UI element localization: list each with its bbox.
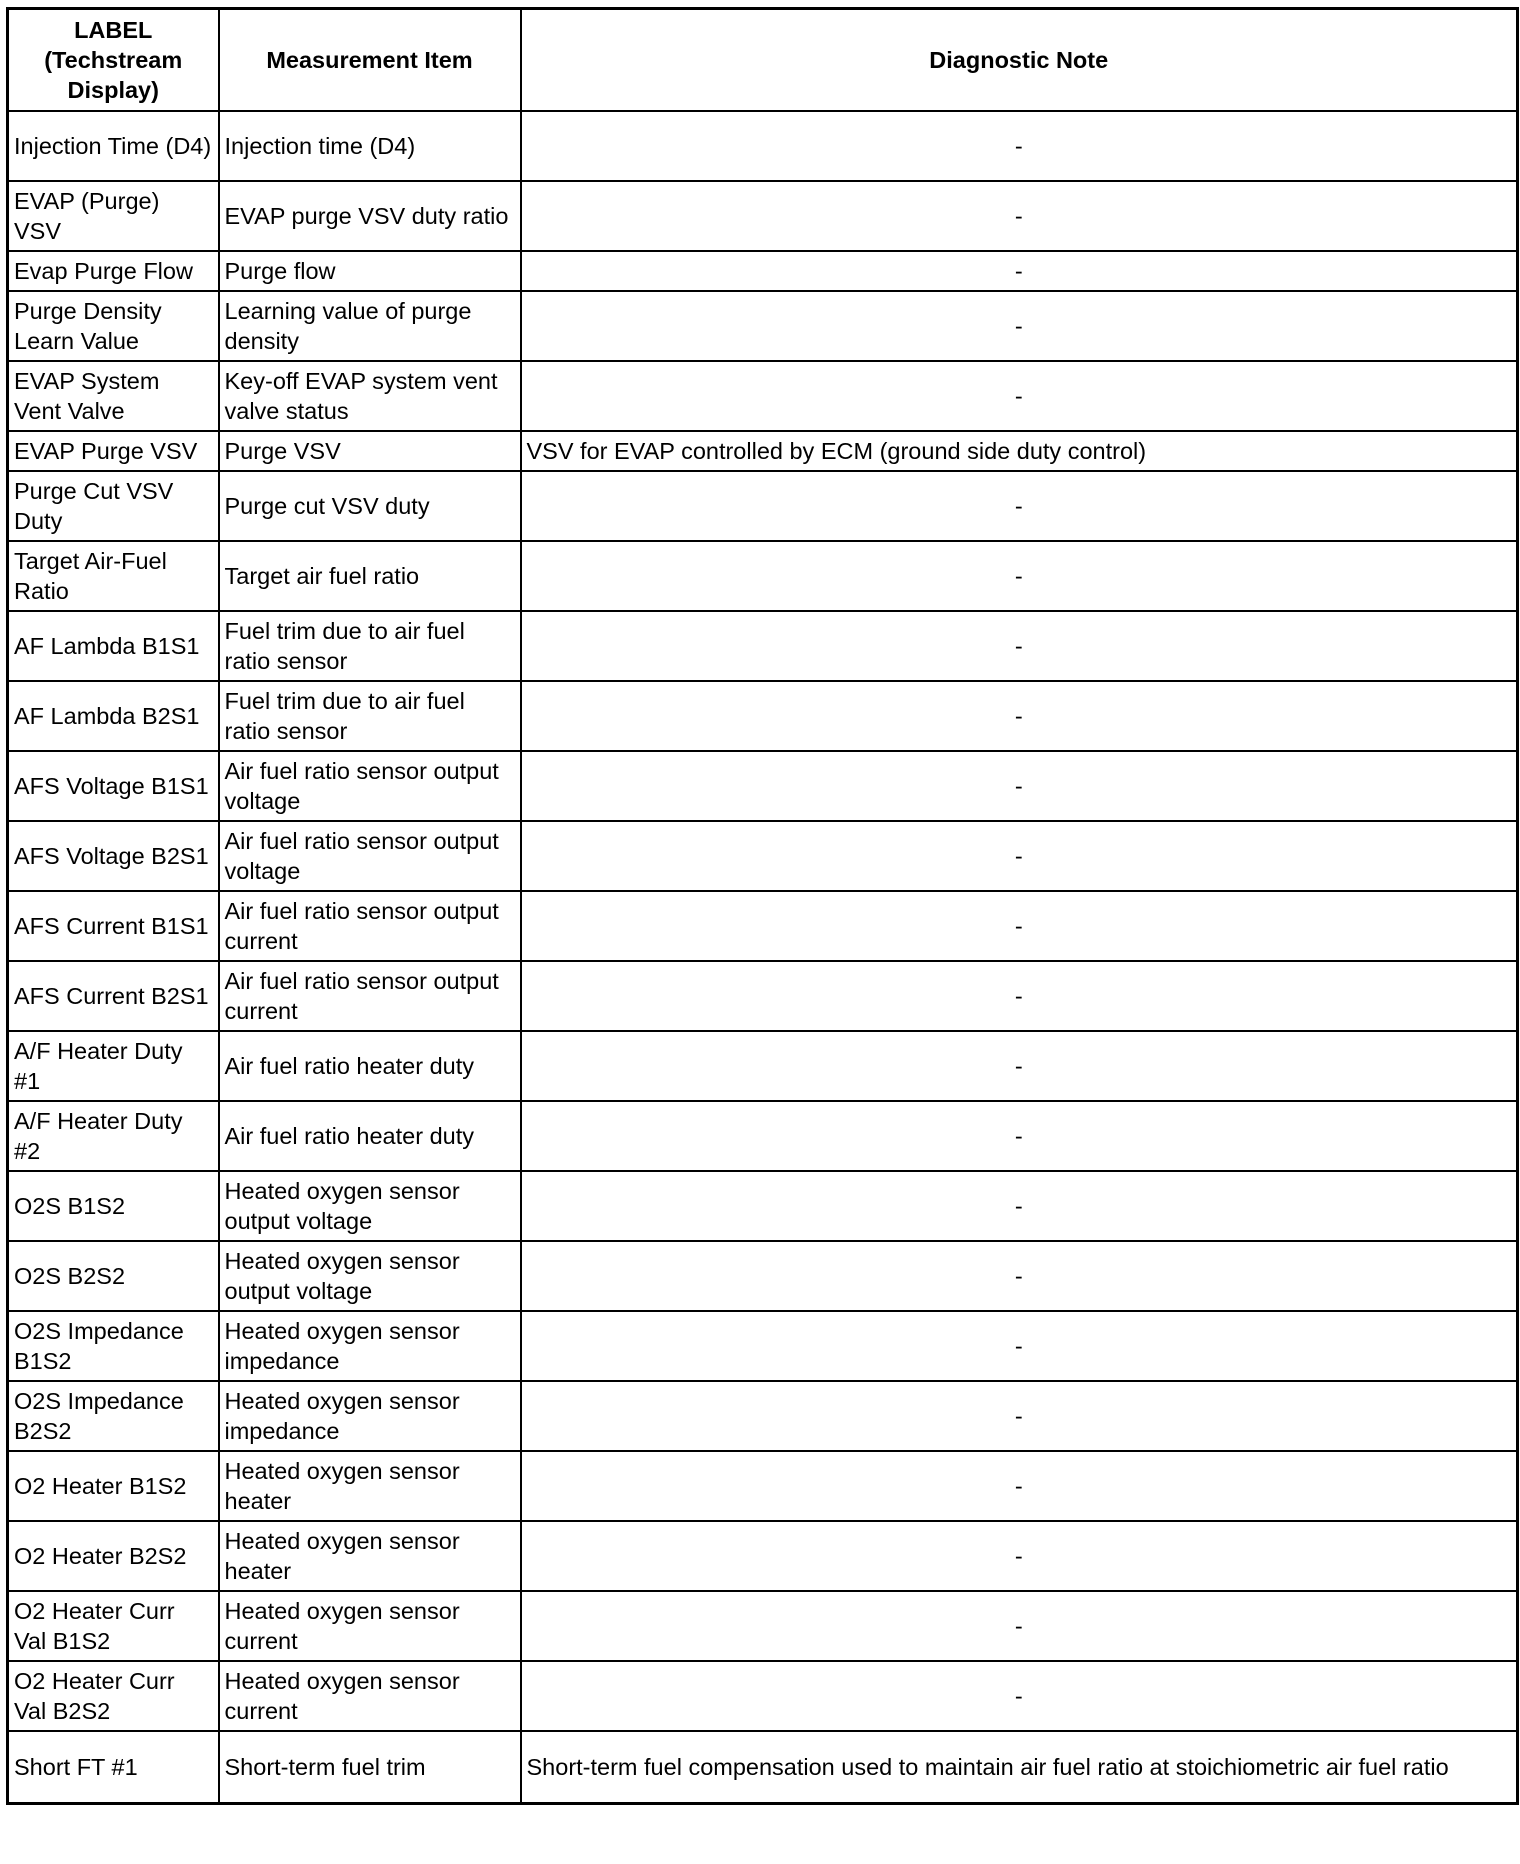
cell-label: AFS Voltage B2S1: [8, 821, 219, 891]
cell-item: Air fuel ratio sensor output voltage: [219, 751, 521, 821]
cell-note: Short-term fuel compensation used to maintain air fuel ratio at stoichiometric air fuel ratio: [521, 1731, 1518, 1804]
header-measurement-item: Measurement Item: [219, 9, 521, 112]
cell-item: Purge flow: [219, 251, 521, 291]
cell-note: -: [521, 1101, 1518, 1171]
table-row: [8, 1661, 1518, 1731]
cell-note: -: [521, 111, 1518, 181]
table-row: [8, 431, 1518, 471]
table-row: [8, 1381, 1518, 1451]
cell-item: Fuel trim due to air fuel ratio sensor: [219, 611, 521, 681]
cell-item: EVAP purge VSV duty ratio: [219, 181, 521, 251]
cell-note: -: [521, 1451, 1518, 1521]
table-row: [8, 751, 1518, 821]
cell-note: -: [521, 1661, 1518, 1731]
cell-item: Heated oxygen sensor output voltage: [219, 1171, 521, 1241]
table-container: [6, 7, 1519, 1805]
table-row: [8, 1731, 1518, 1804]
table-row: [8, 611, 1518, 681]
table-header-row: [8, 9, 1518, 112]
cell-label: A/F Heater Duty #2: [8, 1101, 219, 1171]
header-label: LABEL (Techstream Display): [8, 9, 219, 112]
cell-note: -: [521, 541, 1518, 611]
table-row: [8, 181, 1518, 251]
cell-note: -: [521, 291, 1518, 361]
cell-label: Purge Cut VSV Duty: [8, 471, 219, 541]
cell-note: -: [521, 891, 1518, 961]
cell-item: Fuel trim due to air fuel ratio sensor: [219, 681, 521, 751]
cell-label: Purge Density Learn Value: [8, 291, 219, 361]
cell-label: EVAP Purge VSV: [8, 431, 219, 471]
table-row: [8, 891, 1518, 961]
table-row: [8, 251, 1518, 291]
cell-note: -: [521, 681, 1518, 751]
table-row: [8, 1031, 1518, 1101]
cell-label: O2 Heater B2S2: [8, 1521, 219, 1591]
table-row: [8, 471, 1518, 541]
cell-item: Purge cut VSV duty: [219, 471, 521, 541]
cell-label: EVAP (Purge) VSV: [8, 181, 219, 251]
table-row: [8, 961, 1518, 1031]
table-row: [8, 1311, 1518, 1381]
cell-item: Learning value of purge density: [219, 291, 521, 361]
diagnostic-data-table: [6, 7, 1519, 1805]
cell-label: Target Air-Fuel Ratio: [8, 541, 219, 611]
cell-item: Heated oxygen sensor current: [219, 1591, 521, 1661]
cell-item: Key-off EVAP system vent valve status: [219, 361, 521, 431]
cell-note: -: [521, 181, 1518, 251]
cell-note: VSV for EVAP controlled by ECM (ground side duty control): [521, 431, 1518, 471]
cell-item: Heated oxygen sensor heater: [219, 1521, 521, 1591]
cell-label: Injection Time (D4): [8, 111, 219, 181]
table-row: [8, 1451, 1518, 1521]
cell-label: A/F Heater Duty #1: [8, 1031, 219, 1101]
table-row: [8, 821, 1518, 891]
cell-label: O2S Impedance B2S2: [8, 1381, 219, 1451]
table-row: [8, 1521, 1518, 1591]
cell-item: Air fuel ratio heater duty: [219, 1031, 521, 1101]
cell-item: Heated oxygen sensor impedance: [219, 1311, 521, 1381]
cell-label: EVAP System Vent Valve: [8, 361, 219, 431]
table-row: [8, 111, 1518, 181]
cell-note: -: [521, 1311, 1518, 1381]
table-row: [8, 1101, 1518, 1171]
cell-item: Purge VSV: [219, 431, 521, 471]
cell-label: AF Lambda B1S1: [8, 611, 219, 681]
cell-note: -: [521, 361, 1518, 431]
cell-item: Air fuel ratio heater duty: [219, 1101, 521, 1171]
table-row: [8, 291, 1518, 361]
cell-label: O2S B2S2: [8, 1241, 219, 1311]
cell-item: Air fuel ratio sensor output voltage: [219, 821, 521, 891]
cell-label: O2 Heater Curr Val B1S2: [8, 1591, 219, 1661]
cell-label: O2 Heater Curr Val B2S2: [8, 1661, 219, 1731]
cell-label: AFS Current B2S1: [8, 961, 219, 1031]
header-diagnostic-note: Diagnostic Note: [521, 9, 1518, 112]
cell-item: Heated oxygen sensor impedance: [219, 1381, 521, 1451]
cell-label: O2S Impedance B1S2: [8, 1311, 219, 1381]
cell-item: Air fuel ratio sensor output current: [219, 961, 521, 1031]
table-row: [8, 361, 1518, 431]
cell-label: AFS Current B1S1: [8, 891, 219, 961]
cell-label: O2 Heater B1S2: [8, 1451, 219, 1521]
cell-item: Heated oxygen sensor heater: [219, 1451, 521, 1521]
cell-note: -: [521, 1241, 1518, 1311]
cell-label: Short FT #1: [8, 1731, 219, 1804]
cell-label: O2S B1S2: [8, 1171, 219, 1241]
table-row: [8, 1241, 1518, 1311]
cell-item: Short-term fuel trim: [219, 1731, 521, 1804]
table-row: [8, 1171, 1518, 1241]
cell-item: Target air fuel ratio: [219, 541, 521, 611]
cell-note: -: [521, 1521, 1518, 1591]
cell-item: Heated oxygen sensor current: [219, 1661, 521, 1731]
cell-note: -: [521, 961, 1518, 1031]
table-row: [8, 541, 1518, 611]
cell-note: -: [521, 1591, 1518, 1661]
cell-note: -: [521, 1171, 1518, 1241]
table-row: [8, 1591, 1518, 1661]
cell-note: -: [521, 1381, 1518, 1451]
cell-note: -: [521, 1031, 1518, 1101]
cell-label: Evap Purge Flow: [8, 251, 219, 291]
cell-item: Heated oxygen sensor output voltage: [219, 1241, 521, 1311]
cell-note: -: [521, 611, 1518, 681]
cell-note: -: [521, 471, 1518, 541]
cell-note: -: [521, 751, 1518, 821]
cell-note: -: [521, 251, 1518, 291]
table-row: [8, 681, 1518, 751]
cell-label: AFS Voltage B1S1: [8, 751, 219, 821]
cell-item: Air fuel ratio sensor output current: [219, 891, 521, 961]
cell-label: AF Lambda B2S1: [8, 681, 219, 751]
cell-note: -: [521, 821, 1518, 891]
cell-item: Injection time (D4): [219, 111, 521, 181]
